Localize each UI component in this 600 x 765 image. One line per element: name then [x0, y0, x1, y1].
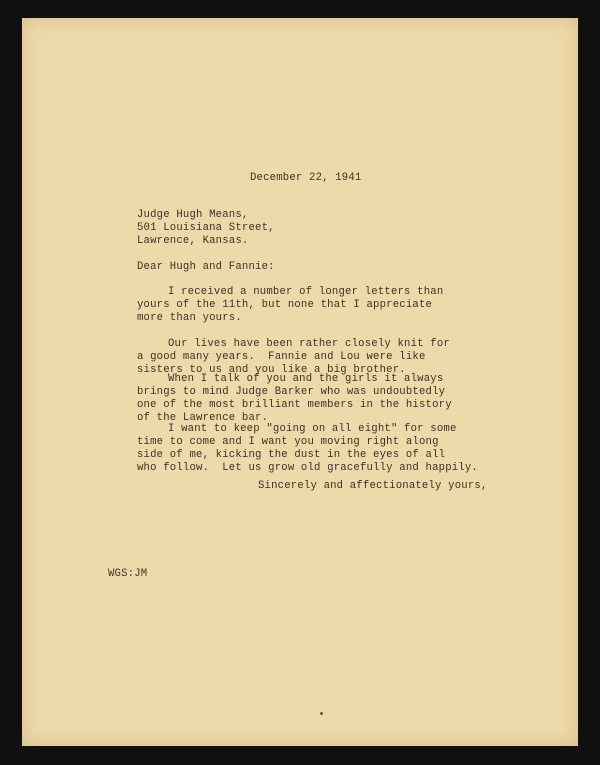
letter-page [22, 18, 578, 746]
salutation: Dear Hugh and Fannie: [137, 261, 275, 273]
typist-initials: WGS:JM [108, 568, 148, 580]
paragraph-3-line-2: brings to mind Judge Barker who was undoubtedly [137, 386, 446, 398]
recipient-name: Judge Hugh Means, [137, 209, 249, 221]
paragraph-2-line-1: Our lives have been rather closely knit for [168, 338, 450, 350]
recipient-street: 501 Louisiana Street, [137, 222, 275, 234]
paragraph-4-line-3: side of me, kicking the dust in the eyes of all [137, 449, 446, 461]
closing: Sincerely and affectionately yours, [258, 480, 488, 492]
paragraph-4-line-2: time to come and I want you moving right along [137, 436, 439, 448]
paragraph-3-line-1: When I talk of you and the girls it always [168, 373, 444, 385]
paragraph-4-line-1: I want to keep "going on all eight" for some [168, 423, 457, 435]
paragraph-2-line-3: sisters to us and you like a big brother. [137, 364, 406, 376]
paragraph-4-line-4: who follow. Let us grow old gracefully and happily. [137, 462, 478, 474]
paragraph-3-line-3: one of the most brilliant members in the history [137, 399, 452, 411]
recipient-city: Lawrence, Kansas. [137, 235, 249, 247]
paragraph-2-line-2: a good many years. Fannie and Lou were like [137, 351, 426, 363]
paragraph-1-line-2: yours of the 11th, but none that I appreciate [137, 299, 433, 311]
paragraph-3-line-4: of the Lawrence bar. [137, 412, 269, 424]
paragraph-1-line-1: I received a number of longer letters than [168, 286, 444, 298]
paper-speck [320, 712, 323, 715]
paragraph-1-line-3: more than yours. [137, 312, 242, 324]
letter-date: December 22, 1941 [250, 172, 362, 184]
